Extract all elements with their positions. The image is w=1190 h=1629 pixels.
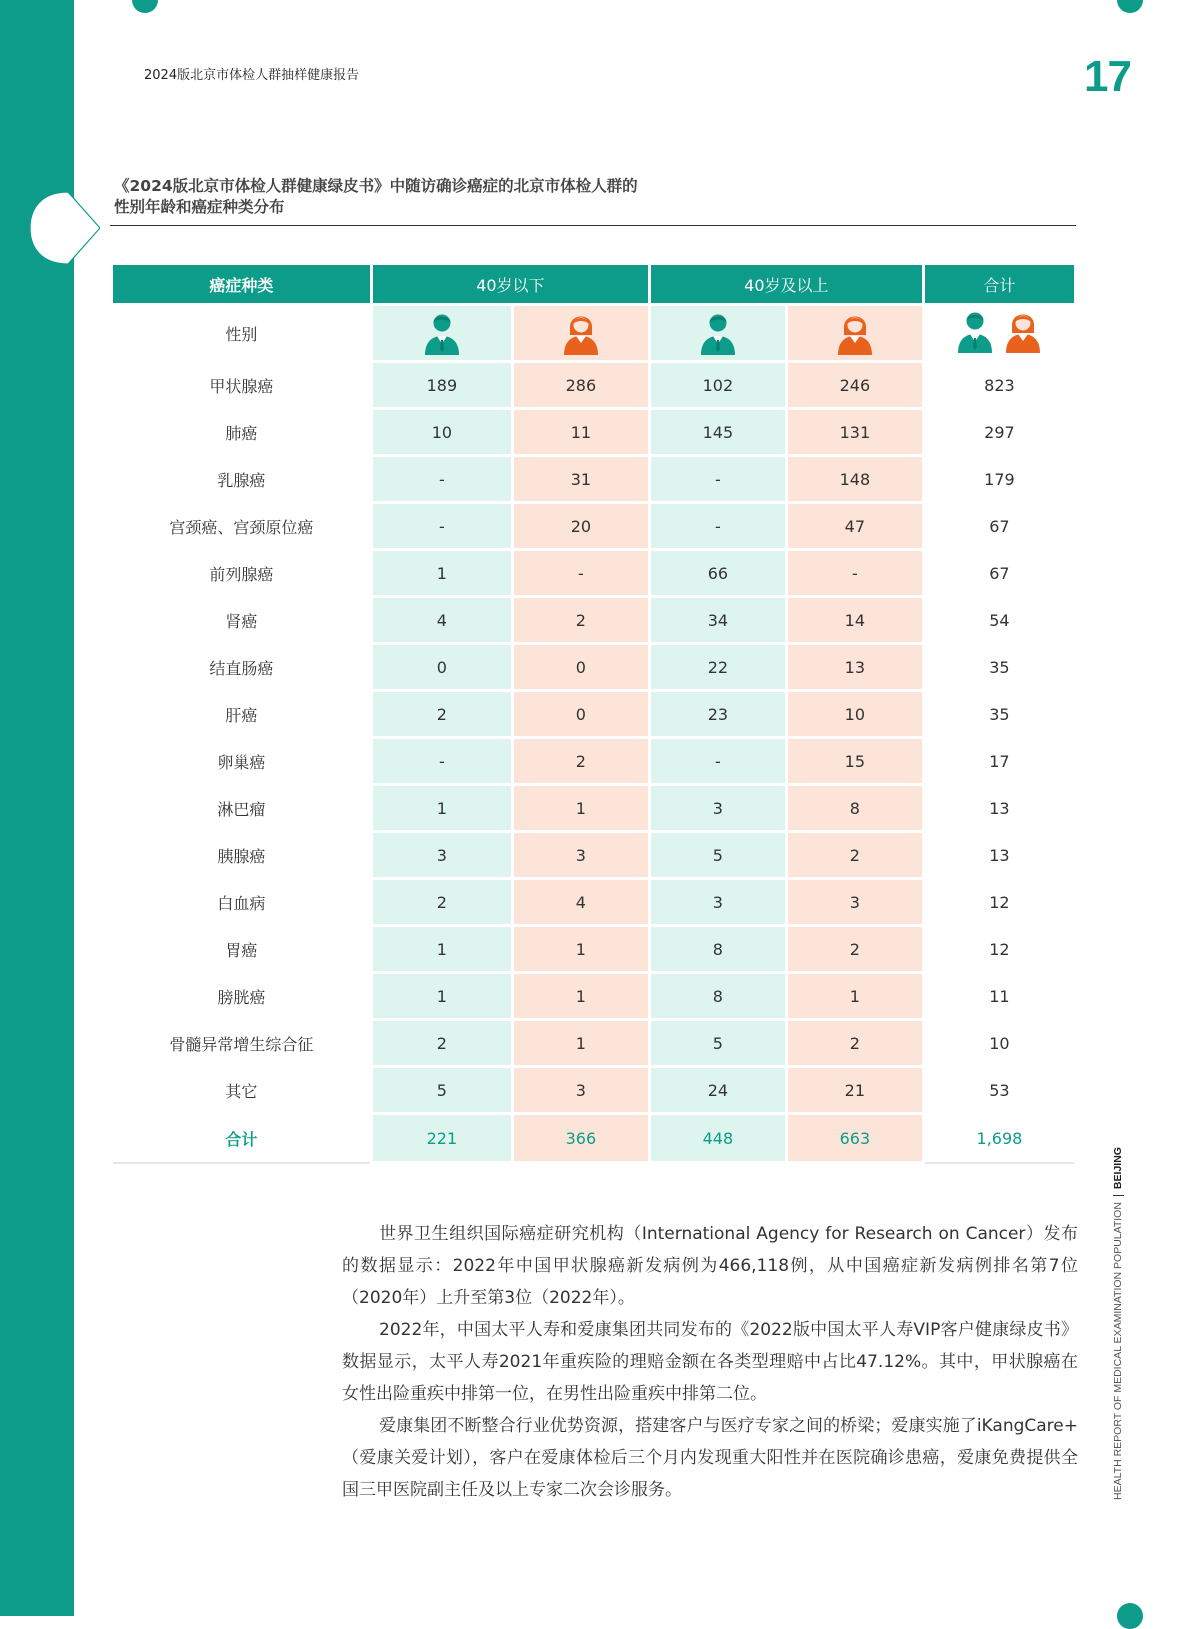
body-text bbox=[342, 1218, 1078, 1506]
cancer-name-cell: 膀胱癌 bbox=[112, 973, 372, 1020]
value-cell-u40m: 5 bbox=[371, 1067, 512, 1114]
side-vertical-note bbox=[1112, 1140, 1134, 1500]
female-icon bbox=[836, 311, 874, 355]
value-cell-total: 12 bbox=[923, 926, 1075, 973]
value-cell-u40m: - bbox=[371, 456, 512, 503]
value-cell-u40f: 1 bbox=[512, 785, 649, 832]
value-cell-o40f: 1 bbox=[786, 973, 923, 1020]
caption-divider bbox=[110, 225, 1076, 226]
value-cell-u40m: 1 bbox=[371, 785, 512, 832]
female-icon bbox=[1004, 309, 1042, 353]
value-cell-u40m: 2 bbox=[371, 691, 512, 738]
cancer-name-cell: 卵巢癌 bbox=[112, 738, 372, 785]
value-cell-o40m: 22 bbox=[649, 644, 786, 691]
value-cell-u40f: 366 bbox=[512, 1114, 649, 1163]
value-cell-u40m: 0 bbox=[371, 644, 512, 691]
value-cell-u40m: 189 bbox=[371, 362, 512, 409]
value-cell-o40m: 448 bbox=[649, 1114, 786, 1163]
value-cell-o40m: 3 bbox=[649, 879, 786, 926]
cancer-name-cell: 骨髓异常增生综合征 bbox=[112, 1020, 372, 1067]
top-right-dot bbox=[1117, 0, 1143, 13]
cancer-distribution-table bbox=[110, 262, 1077, 1164]
table-row bbox=[112, 785, 1076, 832]
value-cell-o40f: 47 bbox=[786, 503, 923, 550]
value-cell-total: 53 bbox=[923, 1067, 1075, 1114]
table-header-row bbox=[112, 264, 1076, 305]
table-row bbox=[112, 691, 1076, 738]
value-cell-o40m: 8 bbox=[649, 926, 786, 973]
value-cell-o40f: 10 bbox=[786, 691, 923, 738]
value-cell-o40m: - bbox=[649, 456, 786, 503]
value-cell-u40m: 3 bbox=[371, 832, 512, 879]
value-cell-o40f: 148 bbox=[786, 456, 923, 503]
value-cell-o40m: 8 bbox=[649, 973, 786, 1020]
table-row bbox=[112, 362, 1076, 409]
value-cell-u40f: 11 bbox=[512, 409, 649, 456]
header-total: 合计 bbox=[923, 264, 1075, 305]
gender-label: 性别 bbox=[112, 305, 372, 362]
value-cell-total: 67 bbox=[923, 503, 1075, 550]
value-cell-o40f: 2 bbox=[786, 1020, 923, 1067]
cancer-name-cell: 肝癌 bbox=[112, 691, 372, 738]
value-cell-o40f: 21 bbox=[786, 1067, 923, 1114]
value-cell-o40m: 34 bbox=[649, 597, 786, 644]
side-note-text: HEALTH REPORT OF MEDICAL EXAMINATION POPULATION bbox=[1112, 1202, 1124, 1500]
value-cell-o40f: 3 bbox=[786, 879, 923, 926]
value-cell-o40m: 24 bbox=[649, 1067, 786, 1114]
value-cell-total: 35 bbox=[923, 644, 1075, 691]
table-row bbox=[112, 409, 1076, 456]
value-cell-total: 11 bbox=[923, 973, 1075, 1020]
total-row bbox=[112, 1114, 1076, 1163]
value-cell-u40m: - bbox=[371, 503, 512, 550]
cancer-name-cell: 淋巴瘤 bbox=[112, 785, 372, 832]
male-icon bbox=[423, 311, 461, 355]
total-row-label: 合计 bbox=[112, 1114, 372, 1163]
value-cell-u40m: 10 bbox=[371, 409, 512, 456]
value-cell-o40m: 23 bbox=[649, 691, 786, 738]
value-cell-o40f: 13 bbox=[786, 644, 923, 691]
value-cell-total: 35 bbox=[923, 691, 1075, 738]
value-cell-u40f: 0 bbox=[512, 691, 649, 738]
table-row bbox=[112, 503, 1076, 550]
value-cell-o40m: 102 bbox=[649, 362, 786, 409]
value-cell-total: 179 bbox=[923, 456, 1075, 503]
female-40-over-cell bbox=[786, 305, 923, 362]
total-gender-cell bbox=[923, 305, 1075, 362]
value-cell-total: 17 bbox=[923, 738, 1075, 785]
value-cell-u40f: 3 bbox=[512, 832, 649, 879]
male-under-40-cell bbox=[371, 305, 512, 362]
caption-pointer-shape bbox=[30, 190, 100, 266]
value-cell-total: 823 bbox=[923, 362, 1075, 409]
value-cell-u40m: 2 bbox=[371, 879, 512, 926]
cancer-name-cell: 肾癌 bbox=[112, 597, 372, 644]
value-cell-u40f: 286 bbox=[512, 362, 649, 409]
table-row bbox=[112, 456, 1076, 503]
value-cell-total: 67 bbox=[923, 550, 1075, 597]
table-row bbox=[112, 879, 1076, 926]
side-note-city: BEIJING bbox=[1112, 1147, 1124, 1190]
female-icon bbox=[562, 311, 600, 355]
value-cell-o40f: 2 bbox=[786, 926, 923, 973]
body-paragraph-3: 爱康集团不断整合行业优势资源，搭建客户与医疗专家之间的桥梁；爱康实施了iKangCare+（爱康关爱计划），客户在爱康体检后三个月内发现重大阳性并在医院确诊患癌，爱康免费提供全国三甲医院副主任及以上专家二次会诊服务。 bbox=[342, 1416, 1078, 1500]
header-40-and-over: 40岁及以上 bbox=[649, 264, 923, 305]
cancer-name-cell: 胰腺癌 bbox=[112, 832, 372, 879]
male-icon bbox=[699, 311, 737, 355]
value-cell-u40f: 1 bbox=[512, 1020, 649, 1067]
value-cell-u40f: 4 bbox=[512, 879, 649, 926]
cancer-name-cell: 结直肠癌 bbox=[112, 644, 372, 691]
value-cell-o40m: 66 bbox=[649, 550, 786, 597]
cancer-name-cell: 宫颈癌、宫颈原位癌 bbox=[112, 503, 372, 550]
gender-row bbox=[112, 305, 1076, 362]
value-cell-total: 13 bbox=[923, 832, 1075, 879]
value-cell-u40f: 2 bbox=[512, 597, 649, 644]
value-cell-o40f: - bbox=[786, 550, 923, 597]
value-cell-o40f: 246 bbox=[786, 362, 923, 409]
value-cell-u40m: 1 bbox=[371, 550, 512, 597]
value-cell-u40m: 221 bbox=[371, 1114, 512, 1163]
value-cell-o40f: 8 bbox=[786, 785, 923, 832]
value-cell-u40f: 20 bbox=[512, 503, 649, 550]
value-cell-u40m: 4 bbox=[371, 597, 512, 644]
value-cell-u40f: 0 bbox=[512, 644, 649, 691]
table-row bbox=[112, 1067, 1076, 1114]
value-cell-u40f: 1 bbox=[512, 926, 649, 973]
top-left-dot bbox=[132, 0, 158, 13]
value-cell-o40m: - bbox=[649, 503, 786, 550]
report-title: 2024版北京市体检人群抽样健康报告 bbox=[144, 68, 360, 83]
cancer-name-cell: 肺癌 bbox=[112, 409, 372, 456]
cancer-name-cell: 乳腺癌 bbox=[112, 456, 372, 503]
value-cell-o40f: 131 bbox=[786, 409, 923, 456]
cancer-name-cell: 前列腺癌 bbox=[112, 550, 372, 597]
table-caption bbox=[114, 176, 714, 218]
header-cancer-type: 癌症种类 bbox=[112, 264, 372, 305]
value-cell-u40f: 3 bbox=[512, 1067, 649, 1114]
value-cell-total: 12 bbox=[923, 879, 1075, 926]
value-cell-u40m: - bbox=[371, 738, 512, 785]
table-row bbox=[112, 973, 1076, 1020]
value-cell-u40m: 1 bbox=[371, 926, 512, 973]
value-cell-o40m: - bbox=[649, 738, 786, 785]
table-row bbox=[112, 550, 1076, 597]
male-icon bbox=[956, 309, 994, 353]
cancer-name-cell: 白血病 bbox=[112, 879, 372, 926]
caption-line-1: 《2024版北京市体检人群健康绿皮书》中随访确诊癌症的北京市体检人群的 bbox=[114, 177, 638, 195]
value-cell-u40m: 2 bbox=[371, 1020, 512, 1067]
value-cell-u40f: 31 bbox=[512, 456, 649, 503]
value-cell-total: 10 bbox=[923, 1020, 1075, 1067]
value-cell-o40f: 14 bbox=[786, 597, 923, 644]
table-row bbox=[112, 738, 1076, 785]
body-paragraph-1: 世界卫生组织国际癌症研究机构（International Agency for Research on Cancer）发布的数据显示：2022年中国甲状腺癌新发病例为466,118例，从中国癌症新发病例排名第7位（2020年）上升至第3位（2022年）。 bbox=[342, 1224, 1078, 1308]
value-cell-total: 1,698 bbox=[923, 1114, 1075, 1163]
male-40-over-cell bbox=[649, 305, 786, 362]
cancer-name-cell: 甲状腺癌 bbox=[112, 362, 372, 409]
cancer-name-cell: 胃癌 bbox=[112, 926, 372, 973]
value-cell-o40f: 15 bbox=[786, 738, 923, 785]
value-cell-o40f: 663 bbox=[786, 1114, 923, 1163]
value-cell-u40f: 2 bbox=[512, 738, 649, 785]
value-cell-total: 54 bbox=[923, 597, 1075, 644]
female-under-40-cell bbox=[512, 305, 649, 362]
table-row bbox=[112, 832, 1076, 879]
side-note-separator bbox=[1113, 1195, 1124, 1196]
value-cell-o40m: 145 bbox=[649, 409, 786, 456]
value-cell-o40m: 3 bbox=[649, 785, 786, 832]
value-cell-o40m: 5 bbox=[649, 832, 786, 879]
value-cell-u40f: 1 bbox=[512, 973, 649, 1020]
header-under-40: 40岁以下 bbox=[371, 264, 649, 305]
body-paragraph-2: 2022年，中国太平人寿和爱康集团共同发布的《2022版中国太平人寿VIP客户健康绿皮书》数据显示，太平人寿2021年重疾险的理赔金额在各类型理赔中占比47.12%。其中，甲状腺癌在女性出险重疾中排第一位，在男性出险重疾中排第二位。 bbox=[342, 1320, 1078, 1404]
value-cell-o40m: 5 bbox=[649, 1020, 786, 1067]
table-row bbox=[112, 644, 1076, 691]
table-row bbox=[112, 597, 1076, 644]
table-row bbox=[112, 1020, 1076, 1067]
value-cell-total: 297 bbox=[923, 409, 1075, 456]
cancer-name-cell: 其它 bbox=[112, 1067, 372, 1114]
value-cell-u40f: - bbox=[512, 550, 649, 597]
caption-line-2: 性别年龄和癌症种类分布 bbox=[114, 198, 285, 216]
value-cell-o40f: 2 bbox=[786, 832, 923, 879]
bottom-right-dot bbox=[1117, 1603, 1143, 1629]
value-cell-total: 13 bbox=[923, 785, 1075, 832]
page-number: 17 bbox=[1084, 52, 1131, 101]
value-cell-u40m: 1 bbox=[371, 973, 512, 1020]
table-row bbox=[112, 926, 1076, 973]
